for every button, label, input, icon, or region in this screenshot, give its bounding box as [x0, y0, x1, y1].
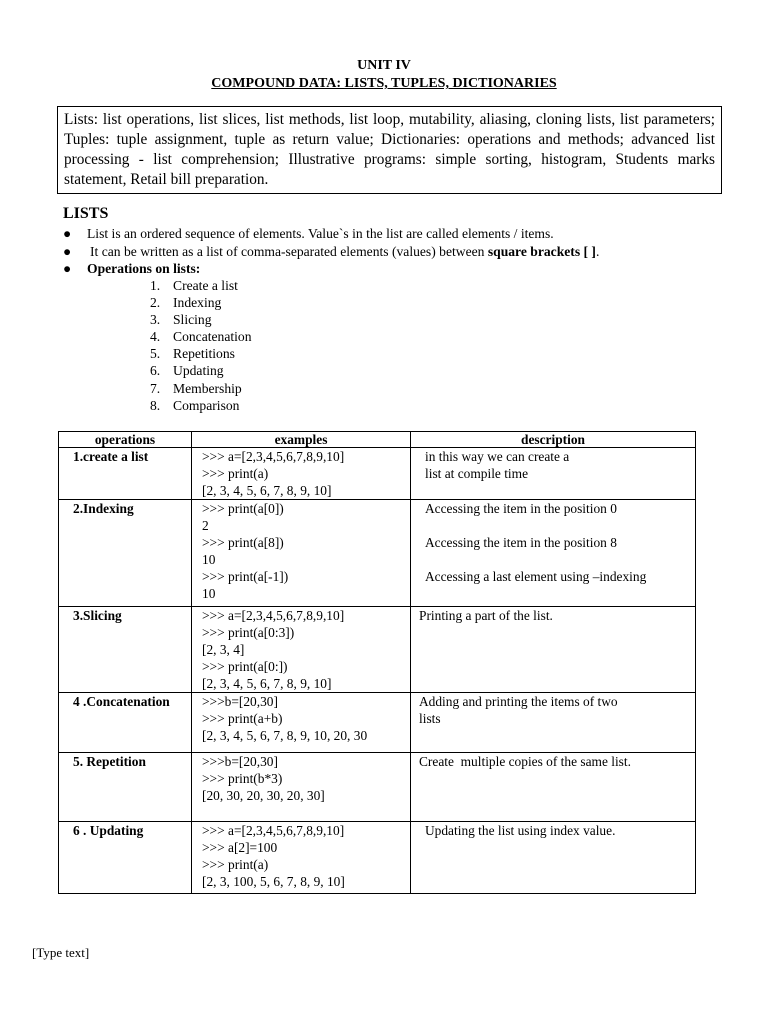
table-row [59, 822, 696, 894]
operation-list-item [150, 397, 252, 414]
code-line: [2, 3, 4, 5, 6, 7, 8, 9, 10] [202, 483, 332, 498]
description-line: Adding and printing the items of two [419, 694, 618, 709]
description-line: Updating the list using index value. [425, 823, 616, 838]
table-row [59, 500, 696, 607]
column-header: description [411, 432, 696, 448]
operation-label: Concatenation [173, 329, 252, 345]
description-line: in this way we can create a [425, 449, 570, 464]
description-line: Accessing the item in the position 8 [425, 535, 617, 550]
code-line: [2, 3, 4, 5, 6, 7, 8, 9, 10] [202, 676, 332, 691]
table-row [59, 753, 696, 822]
example-cell [192, 693, 411, 753]
operations-list [150, 277, 252, 414]
bullet-item [63, 260, 599, 278]
operation-number: 4. [150, 329, 161, 345]
operation-number: 7. [150, 380, 161, 396]
example-cell [192, 607, 411, 693]
example-cell [192, 448, 411, 500]
description-line: lists [419, 711, 441, 726]
code-line: [2, 3, 4, 5, 6, 7, 8, 9, 10, 20, 30 [202, 728, 368, 743]
operation-list-item [150, 328, 252, 345]
operation-label: Updating [173, 363, 224, 379]
example-cell [192, 500, 411, 607]
operation-list-item [150, 277, 252, 294]
operation-list-item [150, 294, 252, 311]
code-line: >>> print(a[8]) [202, 535, 284, 550]
operation-list-item [150, 380, 252, 397]
code-line: >>> a=[2,3,4,5,6,7,8,9,10] [202, 823, 345, 838]
code-line: >>> print(b*3) [202, 771, 283, 786]
operation-label: Comparison [173, 397, 240, 413]
description-line: Printing a part of the list. [419, 608, 553, 623]
operation-label: Repetitions [173, 346, 235, 362]
bullet-text: List is an ordered sequence of elements. Value`s in the list are called elements / items. [87, 226, 554, 241]
operation-cell: 3.Slicing [59, 607, 192, 693]
description-gap [425, 551, 685, 568]
code-line: >>> a[2]=100 [202, 840, 278, 855]
operation-number: 6. [150, 363, 161, 379]
bullet-text: . [595, 243, 600, 259]
unit-subtitle: COMPOUND DATA: LISTS, TUPLES, DICTIONARIES [211, 76, 557, 91]
code-line: >>> print(a) [202, 466, 269, 481]
code-line: >>>b=[20,30] [202, 754, 278, 769]
example-cell [192, 753, 411, 822]
code-line: >>> a=[2,3,4,5,6,7,8,9,10] [202, 449, 345, 464]
operation-number: 1. [150, 278, 161, 293]
operation-number: 5. [150, 346, 161, 362]
code-line: [2, 3, 100, 5, 6, 7, 8, 9, 10] [202, 874, 345, 889]
operation-number: 2. [150, 295, 161, 311]
code-line: >>> print(a[0:3]) [202, 625, 295, 640]
bullet-item [63, 243, 599, 261]
table-row [59, 607, 696, 693]
operation-label: Create a list [173, 278, 238, 293]
description-cell [411, 753, 696, 822]
description-cell [411, 822, 696, 894]
description-cell [411, 448, 696, 500]
description-gap [425, 517, 685, 534]
code-line: >>> print(a) [202, 857, 269, 872]
bullet-icon: ● [63, 226, 72, 241]
operation-list-item [150, 345, 252, 362]
column-header: examples [192, 432, 411, 448]
example-cell [192, 822, 411, 894]
description-line: list at compile time [425, 466, 529, 481]
code-line: >>> print(a+b) [202, 711, 283, 726]
code-line: 10 [202, 586, 216, 601]
code-line: >>> print(a[0:]) [202, 659, 288, 674]
footer-placeholder: [Type text] [32, 945, 90, 960]
operation-number: 8. [150, 397, 161, 413]
bullet-text: It can be written as a list of comma-separated elements (values) between [90, 243, 488, 259]
description-line: Create multiple copies of the same list. [419, 754, 631, 769]
code-line: 10 [202, 552, 216, 567]
column-header: operations [59, 432, 192, 448]
operation-cell: 5. Repetition [59, 753, 192, 822]
code-line: 2 [202, 518, 209, 533]
section-heading: LISTS [63, 205, 109, 222]
operation-cell: 4 .Concatenation [59, 693, 192, 753]
code-line: [20, 30, 20, 30, 20, 30] [202, 788, 325, 803]
code-line: >>>b=[20,30] [202, 694, 278, 709]
code-line: [2, 3, 4] [202, 642, 245, 657]
unit-title: UNIT IV [357, 58, 411, 73]
bullet-item [63, 225, 599, 243]
syllabus-box: Lists: list operations, list slices, list methods, list loop, mutability, aliasing, cloning lists, list parameters; Tuples: tuple assignment, tuple as return value; Dictionaries: operations and methods; advanced list processing - list comprehension; Illustrative programs: simple sorting, histogram, Students marks statement, Retail bill preparation. [57, 106, 722, 194]
table-row [59, 448, 696, 500]
table-header-row [59, 432, 696, 448]
operation-cell: 6 . Updating [59, 822, 192, 894]
operation-list-item [150, 311, 252, 328]
code-line: >>> print(a[0]) [202, 501, 284, 516]
bullet-bold-text: square brackets [ ] [487, 243, 596, 259]
description-line: Accessing a last element using –indexing [425, 569, 647, 584]
description-cell [411, 500, 696, 607]
description-cell [411, 693, 696, 753]
operation-number: 3. [150, 312, 161, 328]
table-row [59, 693, 696, 753]
description-cell [411, 607, 696, 693]
bullet-icon: ● [63, 261, 72, 276]
operation-cell: 2.Indexing [59, 500, 192, 607]
operation-label: Indexing [173, 295, 222, 311]
bullet-list [63, 225, 599, 278]
code-line: >>> a=[2,3,4,5,6,7,8,9,10] [202, 608, 345, 623]
operation-label: Slicing [173, 312, 212, 328]
operation-list-item [150, 362, 252, 379]
bullet-bold-text: Operations on lists: [87, 261, 201, 276]
table-body [59, 448, 696, 894]
operations-table [58, 431, 696, 894]
operation-label: Membership [173, 380, 242, 396]
bullet-icon: ● [63, 243, 72, 259]
description-line: Accessing the item in the position 0 [425, 501, 617, 516]
code-line: >>> print(a[-1]) [202, 569, 289, 584]
operation-cell: 1.create a list [59, 448, 192, 500]
